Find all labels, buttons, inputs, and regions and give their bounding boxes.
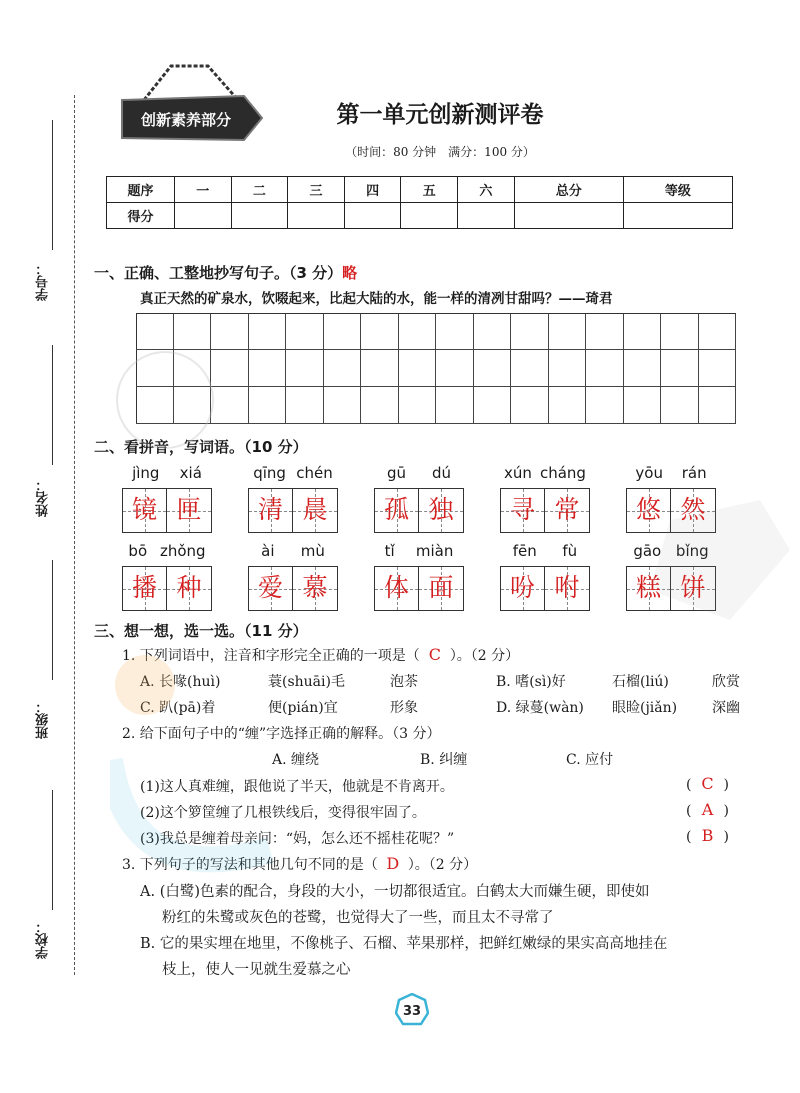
table-cell: 二	[231, 177, 288, 203]
char-box[interactable]: 清	[248, 488, 293, 533]
table-cell: 总分	[514, 177, 623, 203]
class-label: 班级：	[36, 700, 51, 739]
char-box[interactable]: 独	[419, 488, 464, 533]
char-box[interactable]: 饼	[671, 566, 716, 611]
table-cell: 五	[401, 177, 458, 203]
q1-option-a3: 泡茶	[390, 674, 418, 690]
q1-option-c1: C. 趴(pā)着	[140, 700, 216, 716]
char-box[interactable]: 慕	[293, 566, 338, 611]
section3-heading: 三、想一想，选一选。（11 分）	[94, 622, 308, 640]
q2-answer-1: ( C )	[686, 774, 729, 793]
q3-answer[interactable]: D	[386, 854, 400, 873]
char-box[interactable]: 孤	[374, 488, 419, 533]
table-cell: 得分	[107, 203, 175, 229]
table-cell: 一	[175, 177, 232, 203]
char-box[interactable]: 播	[122, 566, 167, 611]
pinyin: xún	[504, 464, 532, 482]
word-item	[374, 464, 464, 533]
table-cell: 六	[458, 177, 515, 203]
score-input-cell[interactable]	[458, 203, 515, 229]
q1-option-d3: 深幽	[712, 700, 740, 716]
word-item	[248, 464, 338, 533]
score-table	[106, 176, 733, 229]
table-cell: 三	[288, 177, 345, 203]
school-line	[52, 790, 53, 910]
char-box[interactable]: 晨	[293, 488, 338, 533]
name-line	[52, 345, 53, 465]
q1-option-c3: 形象	[390, 700, 418, 716]
table-cell: 四	[344, 177, 401, 203]
score-input-cell[interactable]	[401, 203, 458, 229]
grid-row	[136, 313, 736, 350]
pinyin: tǐ	[384, 542, 395, 560]
word-item	[374, 542, 464, 611]
word-item	[626, 542, 716, 611]
word-item	[248, 542, 338, 611]
school-label: 学校：	[36, 920, 51, 959]
char-box[interactable]: 寻	[500, 488, 545, 533]
char-box[interactable]: 面	[419, 566, 464, 611]
score-input-cell[interactable]	[514, 203, 623, 229]
table-cell: 题序	[107, 177, 175, 203]
pinyin: jìng	[132, 464, 160, 482]
q1-answer[interactable]: C	[428, 645, 441, 664]
char-box[interactable]: 咐	[545, 566, 590, 611]
q1-option-c2: 便(pián)宜	[268, 700, 338, 716]
pinyin: gāo	[633, 542, 662, 560]
q2-answer-3: ( B )	[686, 826, 729, 845]
score-input-cell[interactable]	[175, 203, 232, 229]
page-number	[395, 993, 429, 1027]
pinyin: xiá	[179, 464, 202, 482]
pinyin: bō	[128, 542, 148, 560]
pinyin: fēn	[512, 542, 537, 560]
name-label: 姓名：	[36, 478, 51, 517]
q2-answer-2: ( A )	[686, 800, 729, 819]
q3-option-a-line2: 粉红的朱鹭或灰色的苍鹭，也觉得大了一些，而且太不寻常了	[162, 910, 554, 926]
q3-option-a-line1: A. (白鹭)色素的配合，身段的大小，一切都很适宜。白鹤太大而嫌生硬，即使如	[140, 884, 650, 900]
answer-value[interactable]: C	[701, 774, 714, 793]
student-id-line	[52, 120, 53, 250]
pinyin: ài	[261, 542, 275, 560]
word-item	[122, 542, 212, 611]
exam-info: （时间：80 分钟 满分：100 分）	[345, 145, 535, 159]
word-item	[122, 464, 212, 533]
q1-option-b2: 石榴(liú)	[612, 674, 669, 690]
char-box[interactable]: 悠	[626, 488, 671, 533]
word-item	[626, 464, 716, 533]
q3-option-b-line2: 枝上，使人一见就生爱慕之心	[162, 962, 351, 978]
q1-stem: 1. 下列词语中，注音和字形完全正确的一项是（ C ）。（2 分）	[122, 645, 520, 664]
q1-option-d2: 眼睑(jiǎn)	[612, 700, 678, 716]
pinyin: rán	[681, 464, 707, 482]
grid-row	[136, 387, 736, 424]
pinyin: bǐng	[675, 542, 709, 560]
q2-sentence-1: (1)这人真难缠，跟他说了半天，他就是不肯离开。	[140, 779, 454, 795]
pinyin: dú	[431, 464, 452, 482]
section1-answer: 略	[342, 264, 358, 282]
q1-option-d1: D. 绿蔓(wàn)	[496, 700, 584, 716]
char-box[interactable]: 匣	[167, 488, 212, 533]
pinyin: fù	[562, 542, 578, 560]
score-input-cell[interactable]	[344, 203, 401, 229]
q2-stem: 2. 给下面句子中的“缠”字选择正确的解释。（3 分）	[122, 726, 441, 742]
score-header-row	[107, 177, 733, 203]
section-badge	[116, 62, 266, 142]
pinyin: qīng	[253, 464, 286, 482]
char-box[interactable]: 种	[167, 566, 212, 611]
section2-heading: 二、看拼音，写词语。（10 分）	[94, 438, 308, 456]
binding-margin	[0, 0, 80, 1093]
q2-option-c: C. 应付	[566, 752, 614, 768]
grid-row	[136, 350, 736, 387]
section1-heading-text: 一、正确、工整地抄写句子。（3 分）	[94, 264, 343, 282]
pinyin: mù	[300, 542, 325, 560]
score-input-cell[interactable]	[623, 203, 732, 229]
answer-value[interactable]: A	[701, 800, 714, 819]
page-number-badge-icon	[395, 993, 429, 1027]
char-box[interactable]: 然	[671, 488, 716, 533]
q2-option-a: A. 缠绕	[272, 752, 320, 768]
hanging-sign-icon	[116, 62, 266, 142]
q1-option-a2: 蓑(shuāi)毛	[268, 674, 345, 690]
badge-text: 创新素养部分	[140, 111, 232, 129]
char-box[interactable]: 镜	[122, 488, 167, 533]
section1-sentence: 真正天然的矿泉水，饮啜起来，比起大陆的水，能一样的清冽甘甜吗？——琦君	[140, 291, 613, 307]
class-line	[52, 560, 53, 680]
pinyin: chén	[296, 464, 333, 482]
section1-heading	[94, 262, 357, 283]
pinyin: yōu	[635, 464, 663, 482]
pinyin: gū	[386, 464, 407, 482]
score-value-row	[107, 203, 733, 229]
score-input-cell[interactable]	[231, 203, 288, 229]
q3-option-b-line1: B. 它的果实埋在地里，不像桃子、石榴、苹果那样，把鲜红嫩绿的果实高高地挂在	[140, 936, 668, 952]
score-input-cell[interactable]	[288, 203, 345, 229]
word-item	[500, 464, 590, 533]
char-box[interactable]: 吩	[500, 566, 545, 611]
pinyin: miàn	[415, 542, 454, 560]
page-title: 第一单元创新测评卷	[336, 102, 544, 128]
q2-sentence-3: (3)我总是缠着母亲问：“妈，怎么还不摇桂花呢？”	[140, 831, 455, 847]
copy-grid[interactable]	[136, 313, 736, 425]
pinyin: cháng	[539, 464, 586, 482]
char-box[interactable]: 常	[545, 488, 590, 533]
char-box[interactable]: 糕	[626, 566, 671, 611]
q2-sentence-2: (2)这个箩筐缠了几根铁线后，变得很牢固了。	[140, 805, 426, 821]
q1-option-a1: A. 长喙(huì)	[140, 674, 221, 690]
answer-value[interactable]: B	[701, 826, 714, 845]
table-cell: 等级	[623, 177, 732, 203]
q1-option-b3: 欣赏	[712, 674, 740, 690]
q3-stem: 3. 下列句子的写法和其他几句不同的是（ D ）。（2 分）	[122, 854, 478, 873]
q1-option-b1: B. 嗜(sì)好	[496, 674, 566, 690]
page-number-text: 33	[402, 1004, 422, 1019]
char-box[interactable]: 体	[374, 566, 419, 611]
word-item	[500, 542, 590, 611]
char-box[interactable]: 爱	[248, 566, 293, 611]
student-id-label: 学号：	[36, 262, 51, 301]
cut-line	[74, 95, 75, 975]
pinyin: zhǒng	[159, 542, 206, 560]
q2-option-b: B. 纠缠	[420, 752, 468, 768]
